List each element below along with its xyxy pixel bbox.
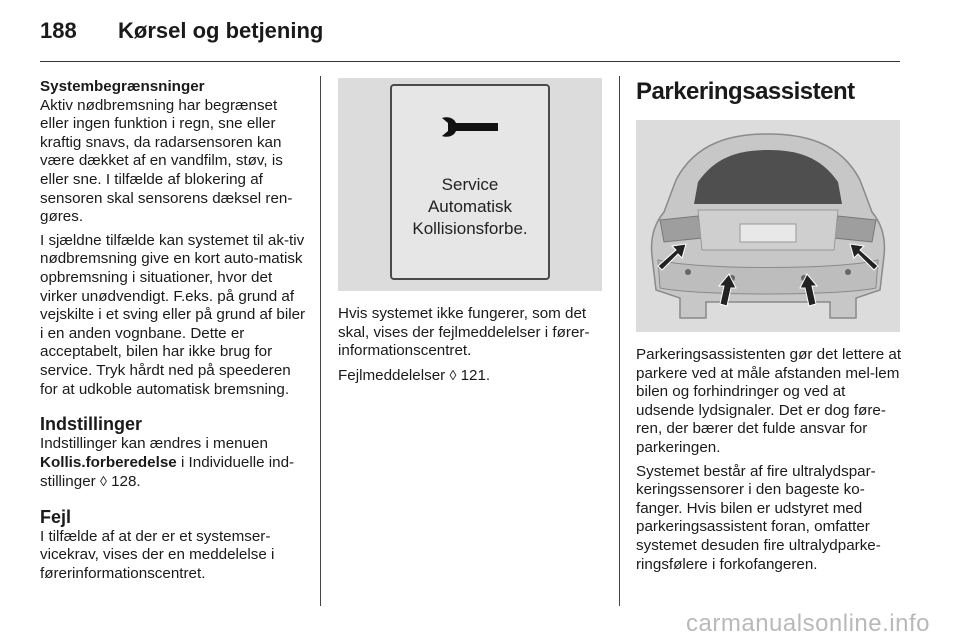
column-3 [636,78,904,579]
settings-text: Indstillinger kan ændres i menuen [40,435,268,453]
car-rear-sensors-figure [636,120,900,332]
display-line-1: Service [441,174,499,194]
fault-messages-ref[interactable] [338,366,606,386]
page-reference-arrow-icon: ◊ [449,366,457,383]
column-1 [40,78,306,589]
paragraph-rare-cases: I sjældne tilfælde kan systemet til ak-tiv nødbremsning give en kort auto-matisk opbremsning i situationer, hvor det virker unødvendigt. F.eks. på grund af vejskilte i et sving eller på grund af biler i en anden vognbane. Dette er acceptabelt, bilen har ikke brug for service. Tryk hårdt ned på speederen for at udkoble automatisk bremsning. [40,231,306,398]
paragraph-parking-intro: Parkeringsassistenten gør det lettere at parkere ved at måle afstanden mel-lem bilen og forhindringer og ved at udsende lydsignaler. Det er dog føre-ren, der bærer det fulde ansvar for parkeringen. [636,346,902,456]
fault-ref-page: 121. [456,366,491,384]
service-display-figure [338,78,602,291]
car-rear-illustration [636,120,900,332]
paragraph-fault: I tilfælde af at der er et systemser-vicekrav, vises der en meddelelse i førerinformationscentret. [40,527,275,583]
display-line-3: Kollisionsforbe. [412,218,528,238]
paragraph-parking-system: Systemet består af fire ultralydspar-keringssensorer i den bageste ko-fanger. Hvis bilen er udstyret med parkeringsassistent foran, omfatter systemet desuden fire ultralydparke-ringsfølere i forkofangeren. [636,462,881,573]
column-divider-2 [619,76,620,606]
settings-text-2: i Individuelle ind-stillinger [40,453,295,491]
header-rule [40,61,900,62]
heading-system-limits: Systembegrænsninger [40,78,205,95]
heading-fault: Fejl [40,506,72,527]
heading-settings: Indstillinger [40,414,143,435]
paragraph-settings [40,435,306,492]
heading-parking-assist: Parkeringsassistent [636,78,855,105]
fault-ref-text: Fejlmeddelelser [338,366,450,384]
page-title: Kørsel og betjening [118,18,324,43]
page-number: 188 [40,18,77,43]
settings-page-ref[interactable]: 128. [106,473,141,491]
column-2 [338,78,606,390]
page-reference-arrow-icon: ◊ [99,473,107,490]
settings-menu-name: Kollis.forberedelse [40,453,177,471]
wrench-icon [440,114,500,140]
column-divider-1 [320,76,321,606]
display-line-2: Automatisk [427,196,513,216]
paragraph-malfunction: Hvis systemet ikke fungerer, som det skal, vises der fejlmeddelelser i fører-informationscentret. [338,305,590,360]
driver-info-display [390,84,550,280]
page-header [40,18,323,48]
watermark: carmanualsonline.info [686,610,930,637]
paragraph-limits: Aktiv nødbremsning har begrænset eller ingen funktion i regn, sne eller kraftig snavs, da radarsensoren kan være dækket af en vandfilm, støv, is eller sne. I tilfælde af blokering af sensoren skal sensorens dæksel ren-gøres. [40,96,293,226]
display-message [392,174,548,240]
